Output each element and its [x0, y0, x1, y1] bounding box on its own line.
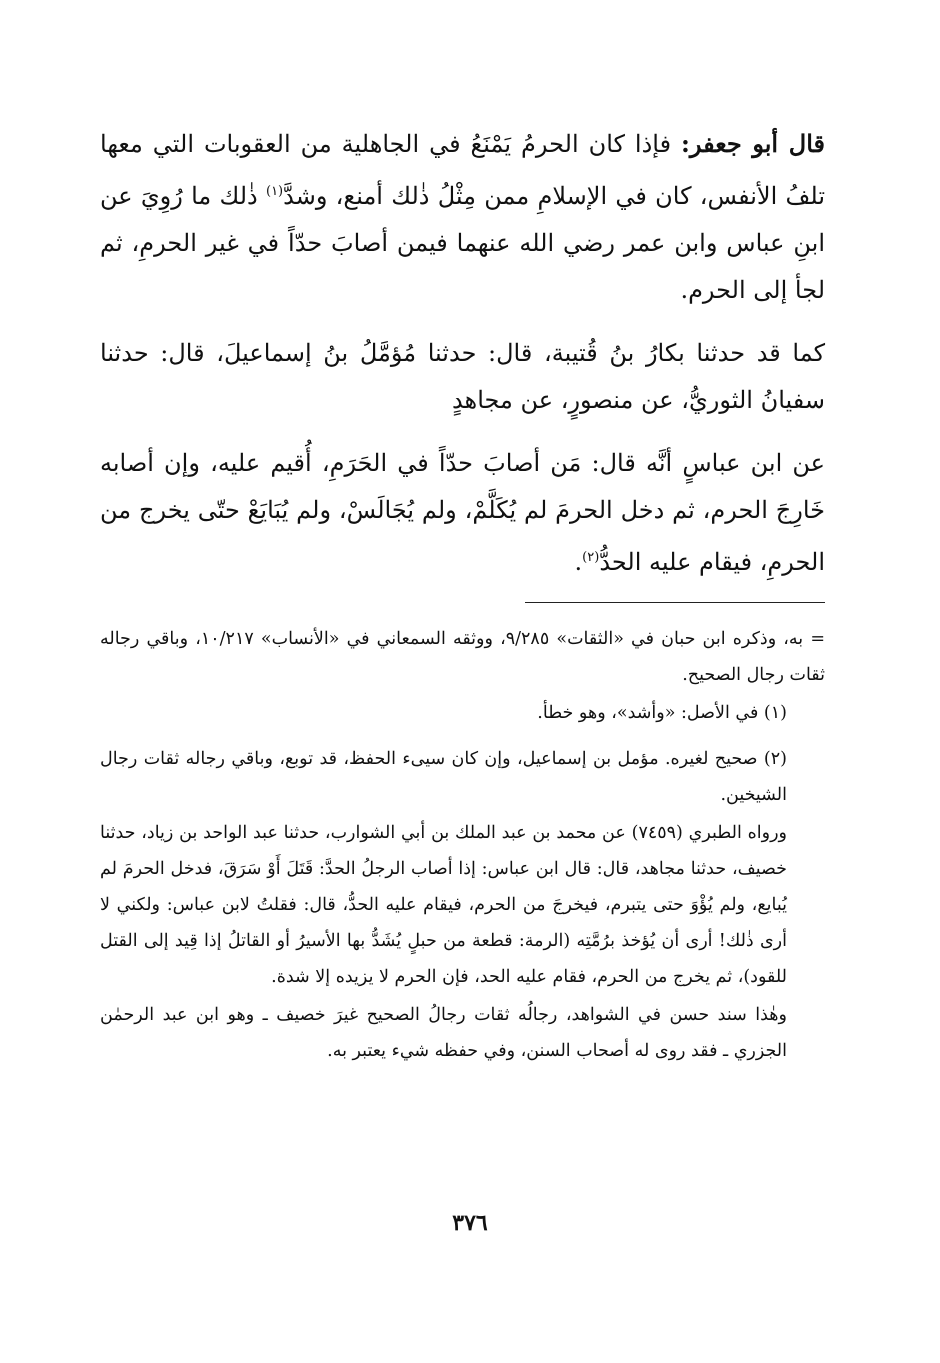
main-text: [100, 120, 825, 586]
page-number: ٣٧٦: [452, 1210, 488, 1236]
footnote-2: (٢) صحيح لغيره. مؤمل بن إسماعيل، وإن كان سيىء الحفظ، قد توبع، وباقي رجاله ثقات رجال الشيخين.: [100, 749, 787, 805]
footnote-2-more: ورواه الطبري (٧٤٥٩) عن محمد بن عبد الملك بن أبي الشوارب، حدثنا عبد الواحد بن زياد، حدثنا خصيف، حدثنا مجاهد، قال: قال ابن عباس: إذا أصاب الرجلُ الحدَّ: قَتَلَ أَوْ سَرَقَ، فدخل الحرمَ لم يُبايع، ولم يُؤْوَ حتى يتبرم، فيخرجَ من الحرم، فيقام عليه الحدُّ، قال: فقلتُ لابن عباس: ولكني لا أرى ذٰلك! أرى أن يُؤخذ برُمَّتِه (الرمة: قطعة من حبلٍ يُشَدُّ بها الأسيرُ أو القاتلُ إذا قِيد إلى القتل للقود)، ثم يخرج من الحرم، فقام عليه الحد، فإن الحرم لا يزيده إلا شدة.: [100, 823, 787, 987]
footnote-2-last: وهٰذا سند حسن في الشواهد، رجالُه ثقات رجالُ الصحيح غيرَ خصيف ـ وهو ابن عبد الرحمٰن الجزري ـ فقد روى له أصحاب السنن، وفي حفظه شيء يعتبر به.: [100, 1005, 787, 1061]
footnote-ref-1: (١): [265, 184, 284, 199]
paragraph-1-rest: ذٰلك ما رُوِيَ عن ابنِ عباس وابن عمر رضي الله عنهما فيمن أصابَ حدّاً في غير الحرمِ، ثم لجأ إلى الحرم.: [100, 182, 825, 304]
paragraph-3-end: .: [574, 548, 583, 576]
footnote-1: (١) في الأصل: «وأشد»، وهو خطأ.: [537, 703, 787, 723]
main-paragraph-1: [100, 120, 825, 314]
footnotes: [100, 621, 825, 1069]
paragraph-3-text: عن ابن عباسٍ أنَّه قال: مَن أصابَ حدّاً في الحَرَمِ، أُقيم عليه، وإن أصابه خَارِجَ الحرم، ثم دخل الحرمَ لم يُكَلَّمْ، ولم يُجَالَسْ، ولم يُبَايَعْ حتّى يخرج من الحرمِ، فيقام عليه الحدُّ: [100, 449, 825, 576]
paragraph-1-text: فإذا كان الحرمُ يَمْنَعُ في الجاهلية من العقوبات التي معها تلفُ الأنفس، كان في الإسلامِ ممن مِثْلُ ذٰلك أمنع، وشدَّ: [100, 130, 825, 210]
speaker-lead: قال أبو جعفر:: [681, 129, 825, 158]
footnote-continuation: = به، وذكره ابن حبان في «الثقات» ٩/٢٨٥، ووثقه السمعاني في «الأنساب» ١٠/٢١٧، وباقي رجاله ثقات رجال الصحيح.: [100, 629, 825, 685]
footnote-ref-2: (٢): [582, 550, 600, 565]
page-content: [100, 120, 825, 1079]
main-paragraph-2: كما قد حدثنا بكارُ بنُ قُتيبة، قال: حدثنا مُؤمَّلُ بنُ إسماعيلَ، قال: حدثنا سفيانُ الثوريُّ، عن منصورٍ، عن مجاهدٍ: [100, 339, 825, 414]
footnote-divider: [525, 602, 825, 603]
main-paragraph-3: [100, 440, 825, 586]
